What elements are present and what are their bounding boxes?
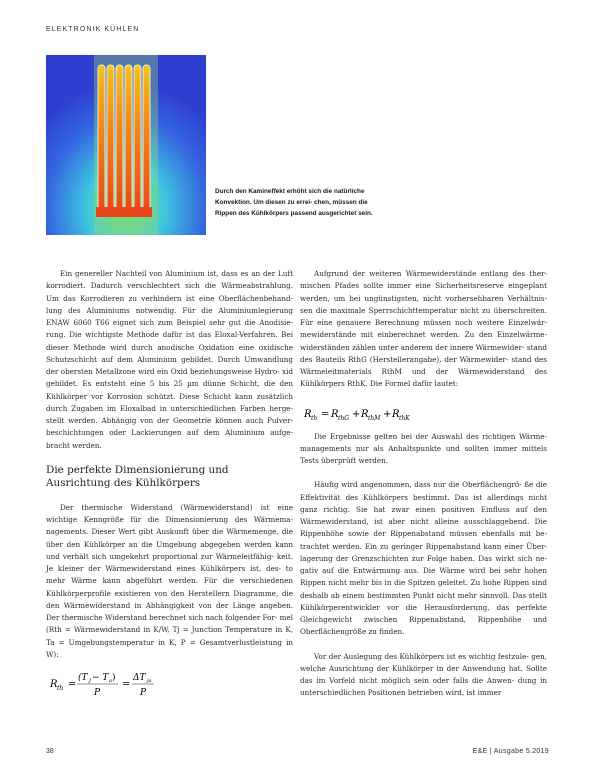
- left-column: [46, 268, 293, 701]
- formula-sub-ja: ja: [147, 678, 152, 684]
- formula-lhs: R: [50, 679, 58, 690]
- paragraph-safety-reserve: Aufgrund der weiteren Wärmewiderstände entlang des ther- mischen Pfades sollte immer eine Sicherheitsreserve eingeplant werden, um bei ungünstigsten, nicht vorhersehbaren Verhältnis- sen die maximale Sperrschichttemperatur nicht zu überschreiten. Für eine genauere Berechnung müssen noch weitere Einzelwär- mewiderstände mit einberechnet werden. Zu den Einzelwärme- widerständen zählen unter anderem der innere Wärmewider- stand des Bauteils RthG (Herstellerangabe), der Wärmewider- stand des Wärmeleitmaterials RthM und der Wärmewiderstand des Kühlkörpers RthK. Die Formel dafür lautet:: [300, 269, 547, 389]
- formula-r1: R: [331, 408, 339, 420]
- paragraph-surface-size: Häufig wird angenommen, dass nur die Oberflächengrö- ße die Effektivität des Kühlkörpers bestimmt. Das ist allerdings nicht ganz richtig. Sie hat zwar einen positiven Einfluss auf den Wärmewiderstand, ist aber nicht alleine ausschlaggebend. Die Rippenhöhe sowie der Rippenabstand müssen ebenfalls mit be- trachtet werden. Ein zu geringer Rippenabstand kann einer Über- lagerung der Grenzschichten zur Folge haben. Das wirkt sich ne- gativ auf die Entwärmung aus. Die Wärme wird bei sehr hohen Rippen nicht mehr bis in die Spitzen geleitet. Zu hohe Rippen sind deshalb ab einem bestimmten Punkt nicht mehr sinnvoll. Das stellt Kühlkörperentwickler vor die Herausforderung, das perfekte Gleichgewicht zwischen Rippenabstand, Rippenhöhe und Oberflächengröße zu finden.: [300, 480, 547, 637]
- thermal-resistance-formula: [46, 669, 293, 697]
- sum-resistance-formula: [300, 399, 547, 427]
- formula-numerator-2: ΔT: [133, 673, 146, 683]
- formula-sub-thm: thM: [368, 414, 381, 422]
- issue-label: E&E | Ausgabe 5.2019: [472, 748, 549, 755]
- formula-denominator-2: P: [140, 688, 147, 698]
- svg-text:=: =: [321, 408, 330, 420]
- paragraph-thermal-resistance: Der thermische Widerstand (Wärmewiderstand) ist eine wichtige Kenngröße für die Dimensionierung des Wärmema- nagements. Dieser Wert gibt Auskunft über die Wärmemenge, die über den Kühlkörper an die Umgebung abgegeben werden kann und verhält sich umgekehrt proportional zur Wärmeleitfähig- keit. Je kleiner der Wärmewiderstand eines Kühlkörpers ist, des- to mehr Wärme kann abgeführt werden. Für die verschiedenen Kühlkörperprofile existieren von den Herstellern Diagramme, die den Wärmewiderstand in Abhängigkeit von der Länge angeben. Der thermische Widerstand berechnet sich nach folgender For- mel (Rth = Wärmewiderstand in K/W, Tj = Junction Temperature in K, Ta = Umgebungstemperatur in K, P = Gesamtverlustleistung in W):: [46, 502, 293, 659]
- svg-text:=: =: [68, 679, 77, 690]
- formula-close: ): [112, 673, 116, 683]
- svg-text:+: +: [383, 408, 392, 420]
- paragraph-results: Die Ergebnisse gelten bei der Auswahl des richtigen Wärme- managements nur als Anhaltspunkte und sollten immer mittels Tests überprüft werden.: [300, 431, 547, 465]
- formula-sub-thk: thK: [399, 414, 410, 422]
- formula-r: R: [304, 408, 312, 420]
- right-column: [300, 268, 547, 700]
- section-heading: Die perfekte Dimensionierung und Ausrichtung des Kühlkörpers: [46, 463, 229, 489]
- formula-sub-thg: thG: [338, 414, 350, 422]
- page-number: 38: [46, 748, 54, 755]
- formula-minus: − T: [92, 673, 109, 683]
- formula-numerator: (T: [78, 673, 88, 683]
- formula-sub-j: J: [89, 678, 92, 684]
- formula-lhs-sub: th: [57, 685, 64, 692]
- svg-text:+: +: [352, 408, 361, 420]
- figure-caption: Durch den Kamineffekt erhöht sich die natürliche Konvektion. Um diesen zu errei- chen, müssen die Rippen des Kühlkörpers passend ausgerichtet sein.: [215, 188, 373, 217]
- formula-sub-th: th: [311, 414, 318, 422]
- svg-text:=: =: [122, 679, 131, 690]
- formula-r2: R: [361, 408, 369, 420]
- heatsink-thermal-simulation-image: [46, 55, 206, 235]
- paragraph-orientation: Vor der Auslegung des Kühlkörpers ist es wichtig festzule- gen, welche Ausrichtung der Kühlkörper in der Anwendung hat. Sollte das im Vorfeld nicht möglich sein oder falls die Anwen- dung in unterschiedlichen Positionen betrieben wird, ist immer: [300, 651, 547, 698]
- formula-denominator: P: [94, 688, 101, 698]
- section-header: ELEKTRONIK KÜHLEN: [46, 26, 140, 33]
- paragraph-aluminium-corrosion: Ein genereller Nachteil von Aluminium ist, dass es an der Luft korrodiert. Dadurch verschlechtert sich die Wärmeabstrahlung. Um das Korrodieren zu verhindern ist eine Oberflächenbehand- lung des Aluminiums notwendig. Für die Aluminiumlegierung ENAW 6060 T66 eignet sich zum Beispiel sehr gut die Anodisie- rung. Die wichtigste Methode dafür ist das Eloxal-Verfahren. Bei dieser Methode wird durch anodische Oxidation eine oxidische Schutzschicht auf dem Aluminium gebildet. Durch Umwandlung der obersten Metallzone wird ein Oxid beziehungsweise Hydro- xid gebildet. Es entsteht eine 5 bis 25 µm dünne Schicht, die den Kühlkörper vor Korrosion schützt. Diese Schicht kann zusätzlich durch Zugaben im Eloxalbad in unterschiedlichen Farben herge- stellt werden. Abhängig von der Geometrie können auch Pulver- beschichtungen oder Lackierungen auf dem Aluminium aufge- bracht werden.: [46, 269, 293, 450]
- formula-r3: R: [392, 408, 400, 420]
- formula-sub-a: a: [109, 678, 112, 684]
- thermal-plot: [46, 55, 206, 235]
